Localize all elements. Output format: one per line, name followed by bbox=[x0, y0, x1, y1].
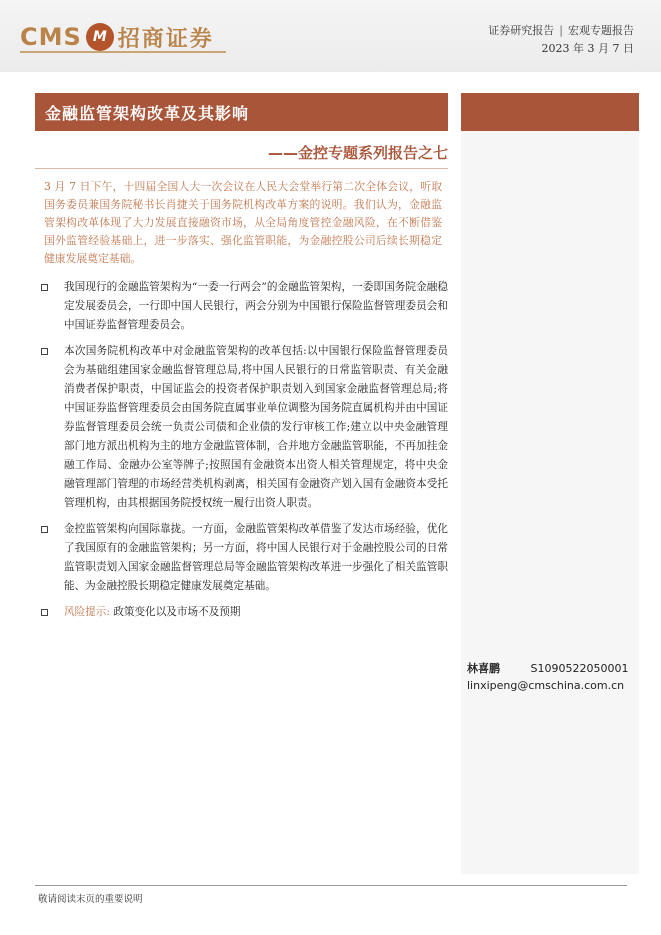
logo-emblem-icon: M bbox=[86, 23, 114, 51]
logo-underline bbox=[20, 51, 226, 53]
analyst-name: 林喜鹏 bbox=[467, 662, 500, 675]
bullet-item bbox=[35, 520, 448, 596]
bullet-text: 我国现行的金融监管架构为“一委一行两会”的金融监管架构，一委即国务院金融稳定发展委员会，一行即中国人民银行，两会分别为中国银行保险监督管理委员会和中国证券监督管理委员会。 bbox=[64, 281, 448, 331]
bullet-text: 金控监管架构向国际靠拢。一方面，金融监管架构改革借鉴了发达市场经验，优化了我国原有的金融监管架构；另一方面，将中国人民银行对于金融控股公司的日常监管职责划入国家金融监督管理总局等金融监管架构改革进一步强化了相关监管职能、为金融控股长期稳定健康发展奠定基础。 bbox=[64, 523, 448, 592]
report-subcategory: 宏观专题报告 bbox=[568, 24, 634, 37]
summary-paragraph: 3 月 7 日下午，十四届全国人大一次会议在人民大会堂举行第二次全体会议，听取国务委员兼国务院秘书长肖捷关于国务院机构改革方案的说明。我们认为，金融监管架构改革体现了大力发展直接融资市场，从全局角度管控金融风险，在不断借鉴国外监管经验基础上，进一步落实、强化监管职能，为金融控股公司后续长期稳定健康发展奠定基础。 bbox=[44, 180, 442, 265]
side-panel bbox=[461, 131, 639, 874]
analyst-cert: S1090522050001 bbox=[530, 662, 629, 675]
bullet-list bbox=[35, 278, 448, 629]
cms-logo bbox=[20, 20, 214, 54]
bullet-text: 本次国务院机构改革中对金融监管架构的改革包括:以中国银行保险监督管理委员会为基础组建国家金融监督管理总局,将中国人民银行的日常监管职责、有关金融消费者保护职责，中国证监会的投资者保护职责划入到国家金融监督管理总局;将中国证券监督管理委员会由国务院直属事业单位调整为国务院直属机构并由中国证券监督管理委员会统一负责公司债和企业债的发行审核工作;建立以中央金融管理部门地方派出机构为主的地方金融监管体制，合并地方金融监管职能，不再加挂金融工作局、金融办公室等牌子;按照国有金融资本出资人相关管理规定，将中央金融管理部门管理的市场经营类机构剥离，相关国有金融资产划入国有金融资本受托管理机构，由其根据国务院授权统一履行出资人职责。 bbox=[64, 345, 448, 509]
analyst-email[interactable]: linxipeng@cmschina.com.cn bbox=[467, 679, 625, 692]
page-subtitle: ——金控专题系列报告之七 bbox=[267, 144, 448, 162]
risk-text: 政策变化以及市场不及预期 bbox=[113, 606, 241, 618]
subtitle-divider bbox=[35, 168, 448, 169]
title-bar bbox=[35, 93, 448, 131]
bullet-item bbox=[35, 342, 448, 513]
report-type bbox=[488, 22, 634, 38]
separator: | bbox=[559, 24, 563, 37]
bullet-item bbox=[35, 278, 448, 335]
square-bullet-icon bbox=[41, 526, 48, 533]
analyst-info bbox=[467, 660, 628, 676]
report-date: 2023 年 3 月 7 日 bbox=[541, 42, 634, 55]
report-category: 证券研究报告 bbox=[488, 24, 555, 37]
square-bullet-icon bbox=[41, 609, 48, 616]
footer-note: 敬请阅读末页的重要说明 bbox=[38, 894, 143, 905]
risk-warning bbox=[35, 603, 448, 622]
page-title: 金融监管架构改革及其影响 bbox=[45, 103, 250, 123]
footer-divider bbox=[35, 885, 627, 886]
side-header-block bbox=[461, 93, 639, 131]
square-bullet-icon bbox=[41, 284, 48, 291]
risk-label: 风险提示: bbox=[64, 606, 110, 618]
square-bullet-icon bbox=[41, 348, 48, 355]
logo-cms-text: CMS bbox=[20, 23, 82, 51]
logo-chinese-name: 招商证券 bbox=[117, 26, 214, 52]
